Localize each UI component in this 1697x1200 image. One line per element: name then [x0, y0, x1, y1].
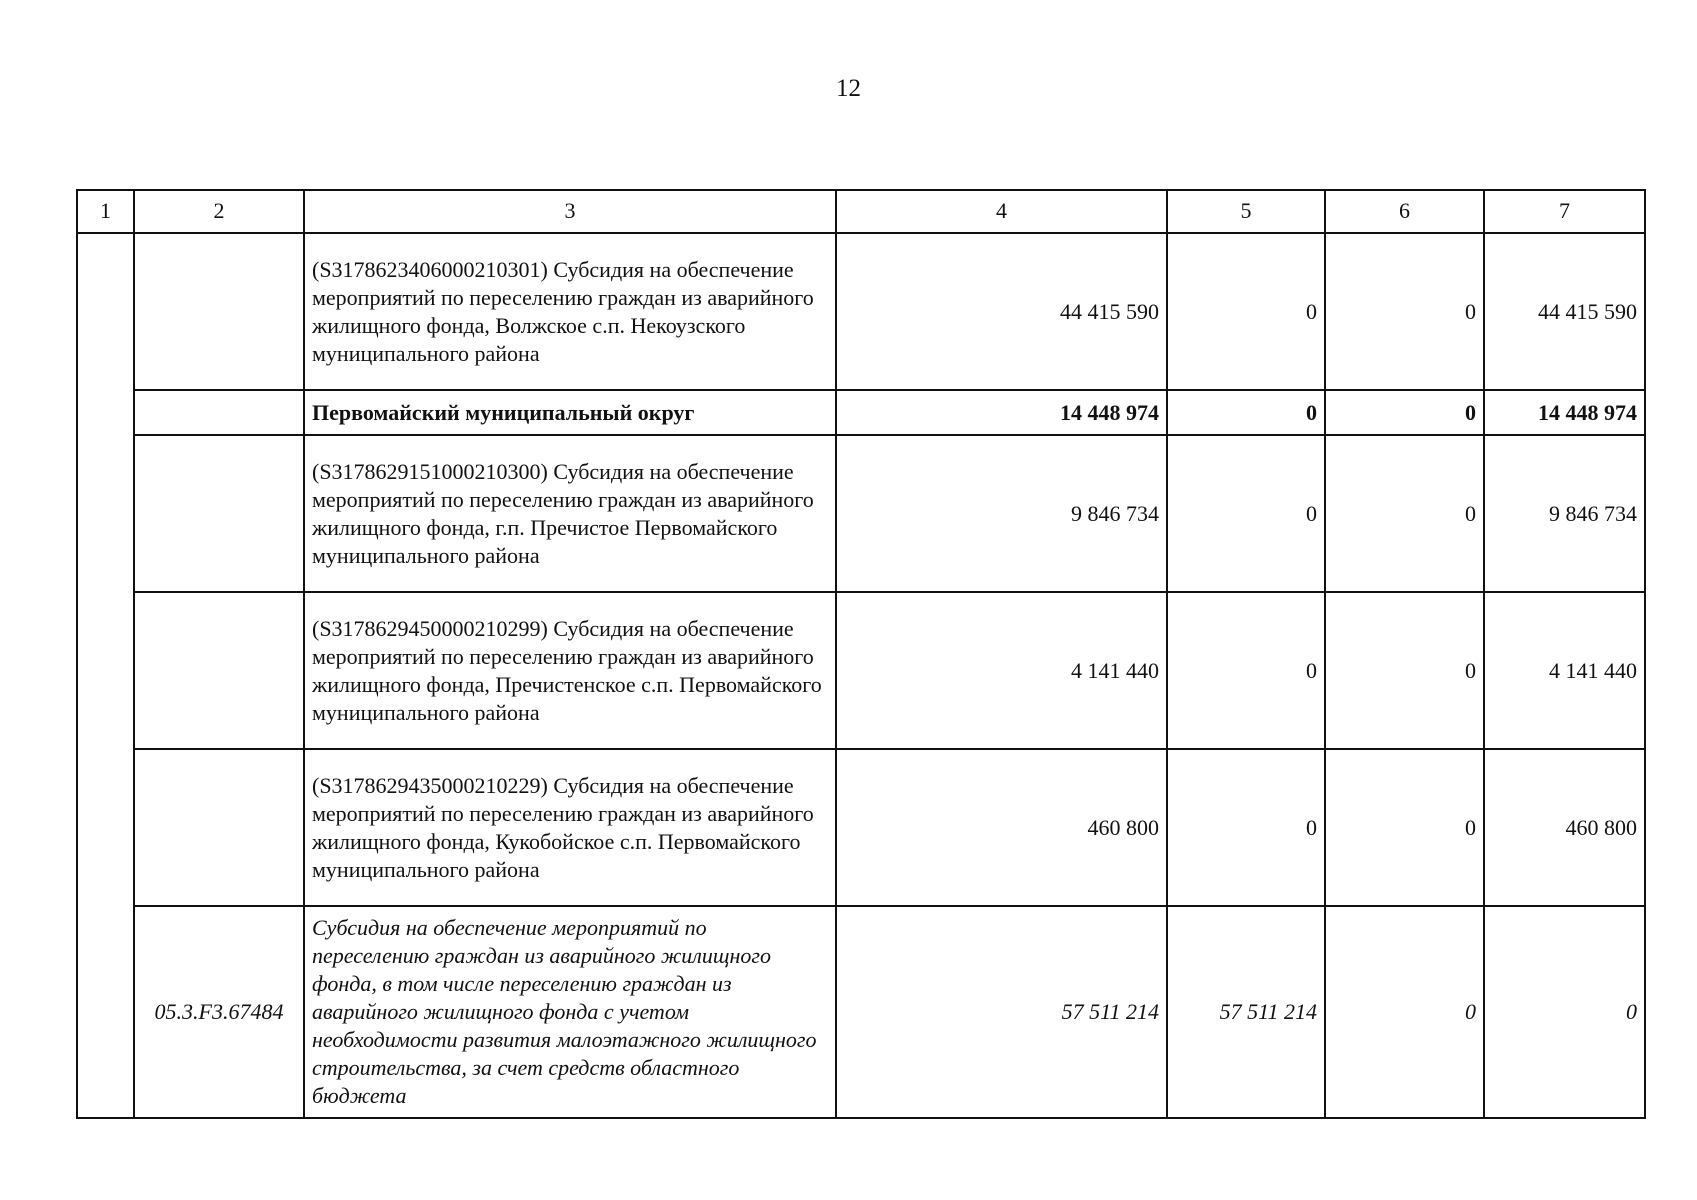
header-cell-2: 2: [134, 190, 304, 233]
amount-col6: 0: [1325, 233, 1484, 390]
name-cell: (S3178623406000210301) Субсидия на обеспечение мероприятий по переселению граждан из аварийного жилищного фонда, Волжское с.п. Некоузского муниципального района: [304, 233, 836, 390]
table-row: [77, 233, 1645, 390]
amount-col4: 460 800: [836, 749, 1167, 906]
name-cell: (S3178629450000210299) Субсидия на обеспечение мероприятий по переселению граждан из аварийного жилищного фонда, Пречистенское с.п. Первомайского муниципального района: [304, 592, 836, 749]
header-cell-3: 3: [304, 190, 836, 233]
name-cell: (S3178629151000210300) Субсидия на обеспечение мероприятий по переселению граждан из аварийного жилищного фонда, г.п. Пречистое Первомайского муниципального района: [304, 435, 836, 592]
header-cell-7: 7: [1484, 190, 1645, 233]
code-cell: [134, 233, 304, 390]
name-cell: (S3178629435000210229) Субсидия на обеспечение мероприятий по переселению граждан из аварийного жилищного фонда, Кукобойское с.п. Первомайского муниципального района: [304, 749, 836, 906]
name-cell: Субсидия на обеспечение мероприятий по переселению граждан из аварийного жилищного фонда, в том числе переселению граждан из аварийного жилищного фонда с учетом необходимости развития малоэтажного жилищного строительства, за счет средств областного бюджета: [304, 906, 836, 1118]
row-number-cell: [77, 233, 134, 1118]
amount-col7: 9 846 734: [1484, 435, 1645, 592]
amount-col5: 0: [1167, 390, 1325, 435]
table-row: [77, 592, 1645, 749]
header-cell-1: 1: [77, 190, 134, 233]
code-cell: [134, 592, 304, 749]
amount-col5: 57 511 214: [1167, 906, 1325, 1118]
code-cell: [134, 749, 304, 906]
table-row: [77, 390, 1645, 435]
amount-col6: 0: [1325, 906, 1484, 1118]
amount-col6: 0: [1325, 390, 1484, 435]
amount-col7: 0: [1484, 906, 1645, 1118]
amount-col5: 0: [1167, 233, 1325, 390]
amount-col7: 14 448 974: [1484, 390, 1645, 435]
amount-col6: 0: [1325, 592, 1484, 749]
code-cell: [134, 435, 304, 592]
amount-col7: 4 141 440: [1484, 592, 1645, 749]
header-cell-6: 6: [1325, 190, 1484, 233]
amount-col4: 9 846 734: [836, 435, 1167, 592]
amount-col5: 0: [1167, 435, 1325, 592]
page-number: 12: [836, 75, 861, 102]
amount-col4: 14 448 974: [836, 390, 1167, 435]
table-header-row: [77, 190, 1645, 233]
amount-col4: 57 511 214: [836, 906, 1167, 1118]
header-cell-4: 4: [836, 190, 1167, 233]
budget-table: [76, 189, 1646, 1119]
table-row: [77, 906, 1645, 1118]
amount-col4: 4 141 440: [836, 592, 1167, 749]
table-row: [77, 435, 1645, 592]
name-cell: Первомайский муниципальный округ: [304, 390, 836, 435]
amount-col7: 44 415 590: [1484, 233, 1645, 390]
table-row: [77, 749, 1645, 906]
code-cell: [134, 390, 304, 435]
code-cell: 05.3.F3.67484: [134, 906, 304, 1118]
amount-col5: 0: [1167, 592, 1325, 749]
header-cell-5: 5: [1167, 190, 1325, 233]
amount-col6: 0: [1325, 435, 1484, 592]
amount-col6: 0: [1325, 749, 1484, 906]
amount-col4: 44 415 590: [836, 233, 1167, 390]
amount-col7: 460 800: [1484, 749, 1645, 906]
amount-col5: 0: [1167, 749, 1325, 906]
